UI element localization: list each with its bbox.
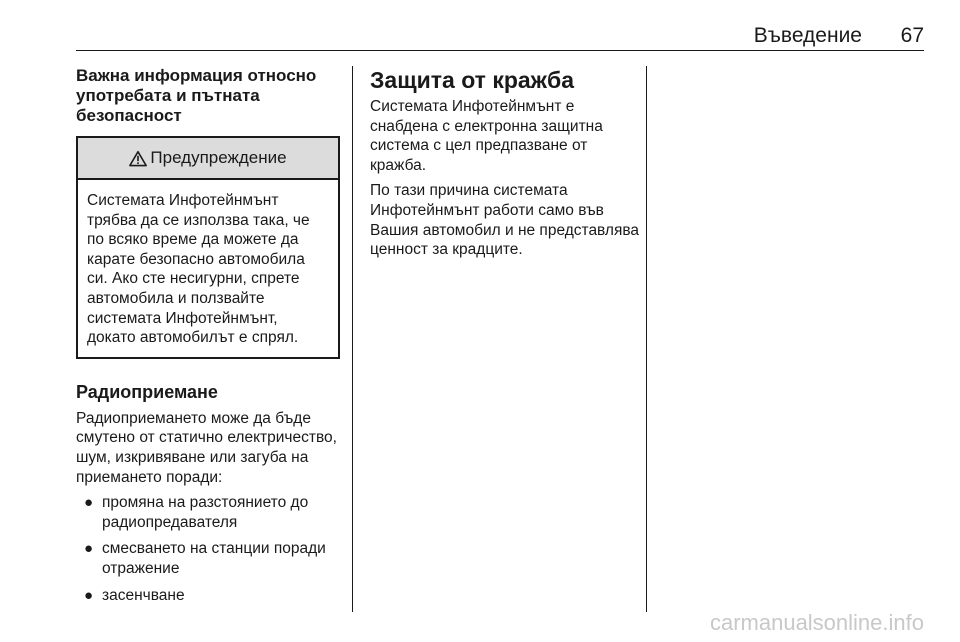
radio-bullet-list (76, 493, 340, 605)
warning-title: Предупреждение (150, 148, 287, 167)
left-column (76, 66, 340, 612)
column-divider-right (646, 66, 647, 612)
theft-paragraph-1: Системата Инфотейнмънт е снабдена с електронна защитна система с цел предпазване от кражба. (370, 98, 603, 174)
header-divider (76, 50, 924, 51)
list-item: ● смесването на станции поради отражение (84, 540, 326, 577)
list-item: ● промяна на разстоянието до радиопредавателя (84, 494, 309, 531)
middle-column (370, 66, 640, 260)
watermark: carmanualsonline.info (709, 610, 924, 635)
safety-heading: Важна информация относно употребата и пътната безопасност (76, 66, 317, 125)
warning-header (78, 138, 338, 180)
page-number: 67 (900, 24, 924, 47)
running-header-title: Въведение (753, 24, 862, 47)
theft-paragraph-2: По тази причина системата Инфотейнмънт работи само във Вашия автомобил и не представлява ценност за крадците. (370, 182, 640, 259)
radio-text: Радиоприемането може да бъде смутено от статично електричество, шум, изкривяване или загуба на приемането поради: (76, 409, 337, 486)
list-item: ● засенчване (84, 586, 185, 604)
column-divider-left (352, 66, 353, 612)
warning-box (76, 136, 340, 359)
warning-text: Системата Инфотейнмънт трябва да се използва така, че по всяко време да можете да карате безопасно автомобила си. Ако сте несигурни, спрете автомобила и ползвайте системата Инфотейнмънт, докато автомобилът е спрял. (87, 192, 310, 347)
theft-protection-heading: Защита от кражба (370, 67, 574, 93)
bullet-icon: ● (84, 494, 94, 512)
radio-heading: Радиоприемане (76, 381, 218, 402)
warning-triangle-icon (129, 150, 147, 167)
bullet-icon: ● (84, 540, 94, 558)
bullet-icon: ● (84, 586, 94, 604)
radio-section (76, 381, 340, 605)
